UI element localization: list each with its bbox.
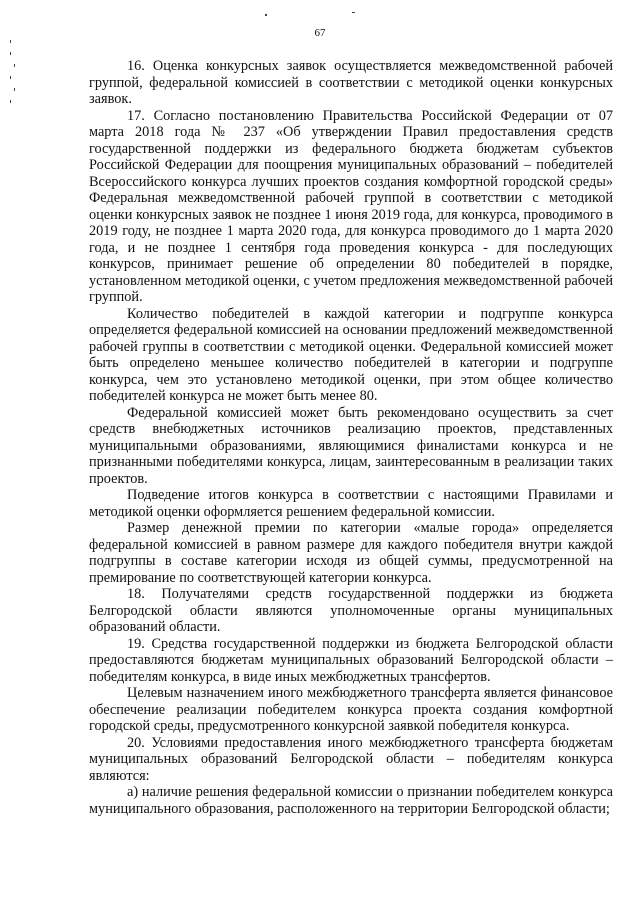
scan-artifact [14,64,15,67]
paragraph-18: 18. Получателями средств государственной поддержки из бюджета Белгородской области являются уполномоченные органы муниципальных образований области. [89,586,613,635]
paragraph-20-a: а) наличие решения федеральной комиссии о признании победителем конкурса муниципального образования, расположенного на территории Белгородской области; [89,784,613,817]
scan-artifact [10,100,11,103]
scan-artifact [10,40,11,43]
paragraph-prize-size: Размер денежной премии по категории «малые города» определяется федеральной комиссией в равном размере для каждого победителя внутри каждой подгруппы в составе категории исходя из общей суммы, предусмотренной на премирование по соответствующей категории конкурса. [89,520,613,586]
paragraph-17: 17. Согласно постановлению Правительства Российской Федерации от 07 марта 2018 года № 237 «Об утверждении Правил предоставления средств государственной поддержки из федерального бюджета бюджетам субъектов Российской Федерации для поощрения муниципальных образований – победителей Всероссийского конкурса лучших проектов создания комфортной городской среды» Федеральная межведомственной рабочей группой в соответствии с методикой оценки конкурсных заявок не позднее 1 июня 2019 года, для конкурса, проводимого в 2019 году, не позднее 1 марта 2020 года, для конкурса проводимого до 1 марта 2020 года, и не позднее 1 сентября года проведения конкурса - для последующих конкурсов, принимает решение об определении 80 победителей в порядке, установленном методикой оценки, с учетом предложения межведомственной рабочей группой. [89,107,613,305]
paragraph-16: 16. Оценка конкурсных заявок осуществляется межведомственной рабочей группой, федеральной комиссией в соответствии с методикой оценки конкурсных заявок. [89,58,613,107]
paragraph-20: 20. Условиями предоставления иного межбюджетного трансферта бюджетам муниципальных образований Белгородской области – победителям конкурса являются: [89,734,613,784]
scan-artifact [265,14,267,16]
document-body [89,58,613,817]
scan-artifact [352,12,355,13]
paragraph-results: Подведение итогов конкурса в соответствии с настоящими Правилами и методикой оценки оформляется решением федеральной комиссии. [89,487,613,520]
scan-artifact [14,88,15,91]
paragraph-target-purpose: Целевым назначением иного межбюджетного трансферта является финансовое обеспечение реализации победителем конкурса проекта создания комфортной городской среды, предусмотренного конкурсной заявкой победителя конкурса. [89,685,613,734]
paragraph-recommendation: Федеральной комиссией может быть рекомендовано осуществить за счет средств внебюджетных источников реализацию проектов, представленных муниципальными образованиями, являющимися финалистами конкурса и не признанными победителями конкурса, лицам, заинтересованным в реализации таких проектов. [89,404,613,487]
page-number: 67 [314,27,326,39]
paragraph-winners-count: Количество победителей в каждой категории и подгруппе конкурса определяется федеральной комиссией на основании предложений межведомственной рабочей группы в соответствии с методикой оценки. Федеральной комиссией может быть определено меньшее количество победителей в категории и подгруппе конкурса, чем это установлено методикой оценки, при этом общее количество победителей конкурса не может быть менее 80. [89,305,613,404]
paragraph-19: 19. Средства государственной поддержки из бюджета Белгородской области предоставляются бюджетам муниципальных образований Белгородской области – победителям конкурса, в виде иных межбюджетных трансфертов. [89,635,613,685]
scan-artifact [10,52,11,55]
scan-artifact [10,76,11,79]
